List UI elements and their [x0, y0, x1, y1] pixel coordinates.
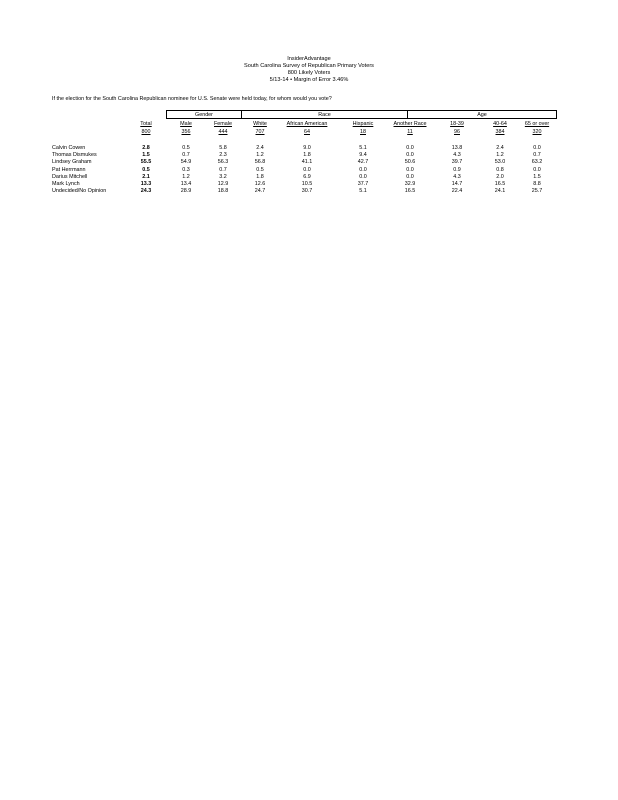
total-cell: 1.5	[142, 152, 150, 159]
data-cell: 0.7	[182, 152, 190, 159]
data-cell: 3.2	[219, 173, 227, 180]
data-cell: 2.4	[496, 145, 504, 151]
column-n: 384	[495, 129, 505, 135]
column-label: Another Race	[393, 121, 427, 127]
total-cell: 2.1	[142, 173, 150, 180]
data-cell: 0.5	[256, 166, 264, 173]
data-cell: 13.8	[451, 145, 463, 151]
data-cell: 0.7	[533, 152, 541, 159]
data-cell: 41.1	[301, 159, 313, 166]
data-cell: 50.6	[404, 159, 416, 166]
data-cell: 39.7	[451, 159, 463, 166]
header-dates: 5/13-14 • Margin of Error 3.46%	[269, 77, 349, 83]
header-org: InsiderAdvantage	[287, 56, 331, 62]
data-cell: 0.0	[303, 166, 311, 173]
data-cell: 42.7	[357, 159, 369, 166]
data-cell: 63.2	[531, 159, 543, 166]
data-cell: 28.9	[180, 188, 192, 195]
data-cell: 8.8	[533, 181, 541, 187]
column-label: African American	[286, 121, 328, 127]
data-cell: 12.9	[217, 181, 229, 187]
data-cell: 24.1	[494, 188, 506, 195]
header-sample: 800 Likely Voters	[287, 70, 331, 76]
data-cell: 0.0	[359, 173, 367, 180]
column-n: 444	[218, 129, 228, 135]
data-cell: 56.8	[254, 159, 266, 166]
data-cell: 0.7	[219, 166, 227, 173]
data-cell: 0.9	[453, 166, 461, 173]
data-cell: 37.7	[357, 181, 369, 187]
column-n: 11	[407, 129, 413, 135]
data-cell: 2.3	[219, 152, 227, 159]
data-cell: 10.5	[301, 181, 313, 187]
row-label: Darius Mitchell	[52, 173, 88, 180]
data-cell: 13.4	[180, 181, 192, 187]
data-cell: 16.5	[494, 181, 506, 187]
data-cell: 1.8	[256, 173, 264, 180]
row-label: Mark Lynch	[52, 181, 80, 187]
data-cell: 0.0	[406, 173, 414, 180]
data-cell: 1.2	[182, 173, 190, 180]
data-cell: 12.6	[254, 181, 266, 187]
data-cell: 25.7	[531, 188, 543, 195]
row-label: Calvin Cowen	[52, 145, 86, 151]
data-cell: 9.0	[303, 145, 311, 151]
column-label: Female	[214, 121, 232, 127]
data-cell: 1.5	[533, 173, 541, 180]
data-cell: 1.8	[303, 152, 311, 159]
data-cell: 0.0	[406, 152, 414, 159]
data-cell: 16.5	[404, 188, 416, 195]
column-n: 64	[304, 129, 310, 135]
row-label: Undecided/No Opinion	[52, 188, 107, 195]
data-cell: 2.0	[496, 173, 504, 180]
data-cell: 5.8	[219, 145, 227, 151]
data-cell: 0.3	[182, 166, 190, 173]
data-cell: 6.9	[303, 173, 311, 180]
group-gender: Gender	[166, 110, 242, 119]
row-label: Lindsey Graham	[52, 159, 92, 166]
data-cell: 54.9	[180, 159, 192, 166]
data-cell: 53.0	[494, 159, 506, 166]
data-cell: 0.0	[406, 166, 414, 173]
column-label: Total	[140, 121, 152, 127]
row-label: Thomas Dismukes	[52, 152, 97, 159]
data-cell: 0.0	[533, 145, 541, 151]
total-cell: 2.8	[142, 145, 150, 151]
data-cell: 0.5	[182, 145, 190, 151]
data-cell: 0.8	[496, 166, 504, 173]
data-cell: 1.2	[496, 152, 504, 159]
column-n: 18	[360, 129, 366, 135]
column-n: 356	[181, 129, 191, 135]
column-n: 320	[532, 129, 542, 135]
data-cell: 22.4	[451, 188, 463, 195]
data-cell: 32.9	[404, 181, 416, 187]
group-age: Age	[407, 110, 557, 119]
column-label: White	[253, 121, 267, 127]
data-cell: 2.4	[256, 145, 264, 151]
data-cell: 5.1	[359, 188, 367, 195]
data-cell: 4.3	[453, 173, 461, 180]
column-n: 96	[454, 129, 460, 135]
total-cell: 55.5	[140, 159, 152, 166]
column-label: 40-64	[493, 121, 507, 127]
data-cell: 30.7	[301, 188, 313, 195]
column-n: 707	[255, 129, 265, 135]
data-cell: 18.8	[217, 188, 229, 195]
column-label: 65 or over	[524, 121, 550, 127]
column-label: Male	[180, 121, 192, 127]
data-cell: 1.2	[256, 152, 264, 159]
header-survey: South Carolina Survey of Republican Primary Voters	[244, 63, 374, 69]
data-cell: 56.3	[217, 159, 229, 166]
data-cell: 0.0	[406, 145, 414, 151]
data-cell: 0.0	[359, 166, 367, 173]
data-cell: 4.3	[453, 152, 461, 159]
data-cell: 9.4	[359, 152, 367, 159]
column-n: 800	[141, 129, 151, 135]
survey-question: If the election for the South Carolina Republican nominee for U.S. Senate were held today, for whom would you vote?	[52, 96, 332, 102]
data-cell: 5.1	[359, 145, 367, 151]
column-label: Hispanic	[352, 121, 374, 127]
data-cell: 24.7	[254, 188, 266, 195]
total-cell: 13.3	[140, 181, 152, 187]
row-label: Pat Herrmann	[52, 166, 86, 173]
total-cell: 24.3	[140, 188, 152, 195]
data-cell: 0.0	[533, 166, 541, 173]
group-race: Race	[241, 110, 408, 119]
column-label: 18-39	[450, 121, 464, 127]
data-cell: 14.7	[451, 181, 463, 187]
total-cell: 0.5	[142, 166, 150, 173]
